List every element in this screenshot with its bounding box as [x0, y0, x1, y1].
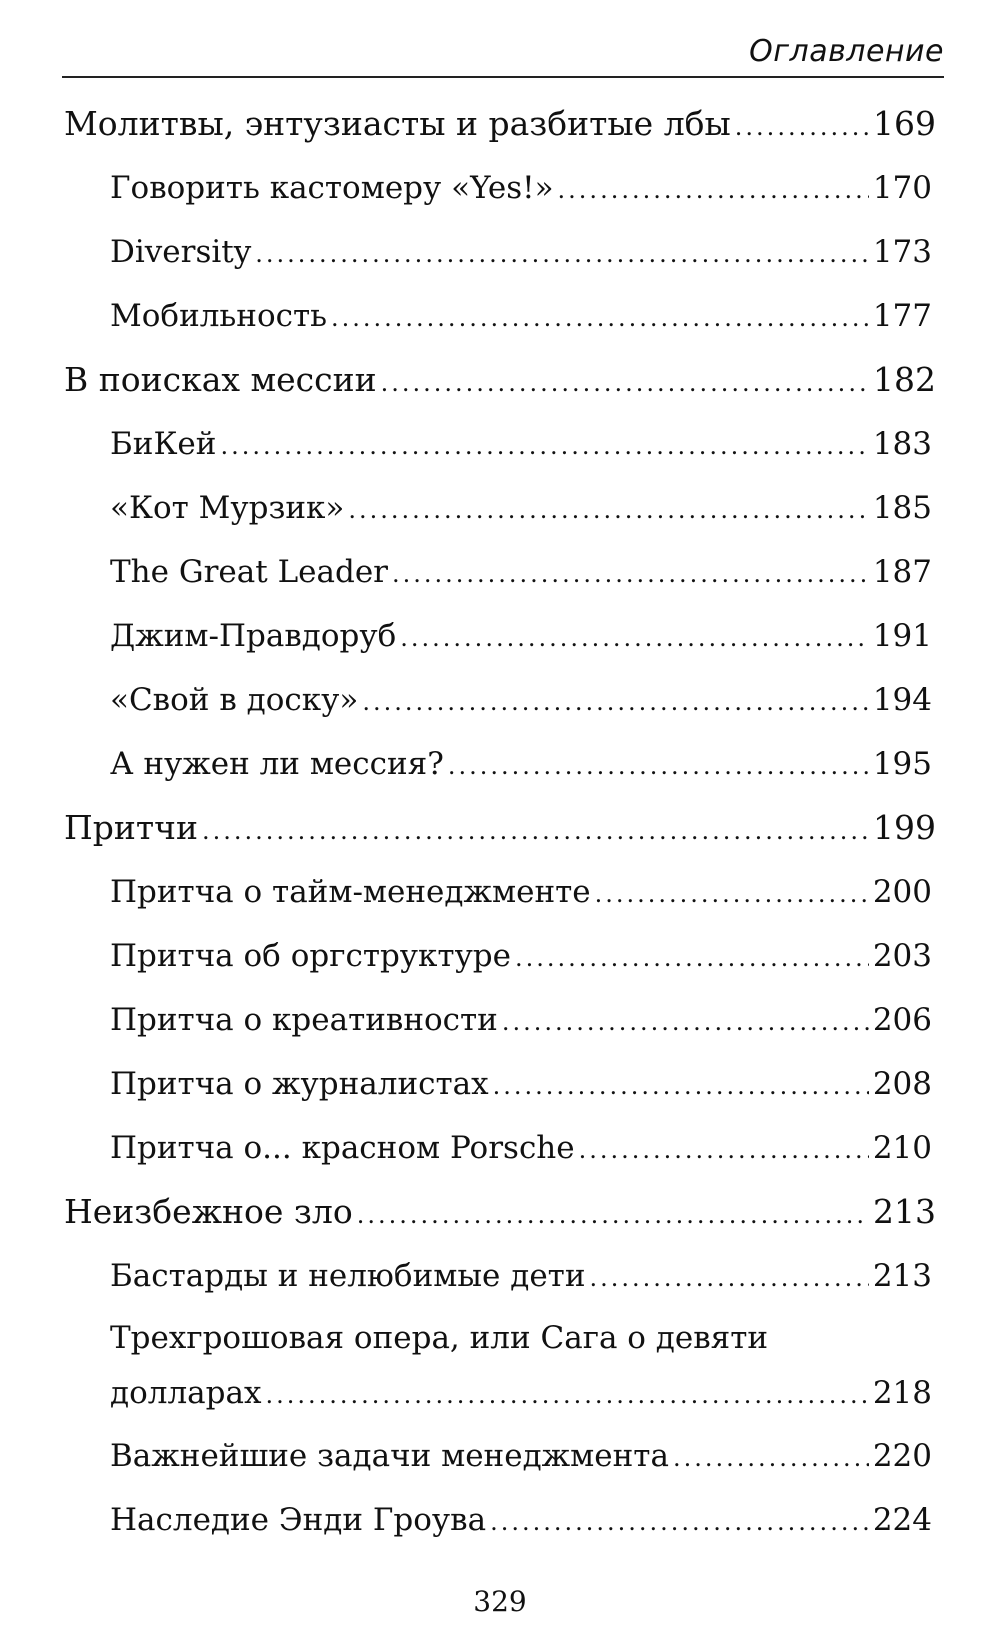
toc-entry[interactable]: [0, 92, 1000, 156]
toc-entry[interactable]: [0, 156, 1000, 220]
dot-leader: [362, 670, 869, 734]
dot-leader: [357, 1183, 869, 1247]
toc-entry[interactable]: [0, 1424, 1000, 1488]
dot-leader: [400, 606, 869, 670]
dot-leader: [493, 1054, 869, 1118]
dot-leader: [558, 158, 869, 222]
toc-entry-page: 191: [872, 618, 932, 654]
dot-leader: [502, 990, 869, 1054]
toc-entry-page: 199: [873, 808, 936, 847]
dot-leader: [595, 862, 869, 926]
toc-entry-title: Мобильность: [110, 298, 328, 334]
toc-entry-page: 182: [873, 360, 936, 399]
toc-entry-page: 185: [872, 490, 932, 526]
dot-leader: [331, 286, 869, 350]
toc-entry-page: 200: [872, 874, 932, 910]
toc-entry[interactable]: [0, 1308, 1000, 1424]
dot-leader: [265, 1369, 868, 1421]
toc-entry-title: Притчи: [64, 808, 198, 847]
dot-leader: [392, 542, 869, 606]
dot-leader: [202, 799, 869, 863]
page-number: 329: [473, 1585, 527, 1618]
toc-entry-page: 195: [872, 746, 932, 782]
toc-entry-page: 224: [872, 1502, 932, 1538]
toc-entry[interactable]: [0, 988, 1000, 1052]
toc-entry-continuation: [110, 1367, 932, 1421]
dot-leader: [579, 1118, 869, 1182]
dot-leader: [220, 414, 868, 478]
toc-entry[interactable]: [0, 604, 1000, 668]
dot-leader: [490, 1490, 869, 1554]
toc-entry-title: Трехгрошовая опера, или Сага о девяти: [110, 1320, 769, 1356]
toc-entry-title: Наследие Энди Гроува: [110, 1502, 487, 1538]
toc-entry-title: Притча о... красном Porsche: [110, 1130, 575, 1166]
toc-entry-page: 177: [872, 298, 932, 334]
toc-entry-page: 170: [872, 170, 932, 206]
header-divider: [62, 76, 944, 78]
dot-leader: [515, 926, 869, 990]
toc-entry[interactable]: [0, 348, 1000, 412]
toc-entry-page: 210: [872, 1130, 932, 1166]
toc-entry[interactable]: [0, 284, 1000, 348]
toc-entry-title: БиКей: [110, 426, 217, 462]
toc-entry-title: Притча о журналистах: [110, 1066, 489, 1102]
toc-entry[interactable]: [0, 1180, 1000, 1244]
toc-entry-title: Притча о креативности: [110, 1002, 498, 1038]
toc-entry-page: 218: [872, 1375, 932, 1411]
toc-entry-title: Бастарды и нелюбимые дети: [110, 1258, 586, 1294]
toc-entry-title: Молитвы, энтузиасты и разбитые лбы: [64, 104, 731, 143]
toc-entry-page: 194: [872, 682, 932, 718]
toc-entry[interactable]: [0, 220, 1000, 284]
toc-entry[interactable]: [0, 412, 1000, 476]
toc-entry-title: Неизбежное зло: [64, 1192, 353, 1231]
dot-leader: [255, 222, 869, 286]
toc-entry-page: 213: [873, 1192, 936, 1231]
toc-entry-title: Притча об оргструктуре: [110, 938, 512, 974]
toc-entry-title: The Great Leader: [110, 554, 388, 590]
running-header: Оглавление: [749, 34, 944, 69]
dot-leader: [448, 734, 869, 798]
toc-entry[interactable]: [0, 1052, 1000, 1116]
toc-entry-title: Diversity: [110, 234, 252, 270]
toc-entry-title: Притча о тайм-менеджменте: [110, 874, 591, 910]
toc-entry-page: 220: [872, 1438, 932, 1474]
toc-entry-title: Важнейшие задачи менеджмента: [110, 1438, 669, 1474]
toc-entry[interactable]: [0, 732, 1000, 796]
toc-entry-title: Джим-Правдоруб: [110, 618, 397, 654]
toc-entry-page: 208: [872, 1066, 932, 1102]
dot-leader: [381, 351, 869, 415]
toc-entry-title: А нужен ли мессия?: [110, 746, 444, 782]
toc-entry[interactable]: [0, 540, 1000, 604]
toc-entry-page: 213: [872, 1258, 932, 1294]
toc-entry[interactable]: [0, 668, 1000, 732]
toc-entry-title: В поисках мессии: [64, 360, 377, 399]
toc-entry[interactable]: [0, 860, 1000, 924]
toc-entry-page: 187: [872, 554, 932, 590]
toc-entry[interactable]: [0, 1488, 1000, 1552]
toc-entry-title-continued: долларах: [110, 1375, 262, 1411]
toc-entry[interactable]: [0, 924, 1000, 988]
toc-entry-title: «Свой в доску»: [110, 682, 359, 718]
toc-entry-page: 206: [872, 1002, 932, 1038]
dot-leader: [673, 1426, 869, 1490]
toc-entry[interactable]: [0, 1244, 1000, 1308]
toc-entry-page: 169: [873, 104, 936, 143]
toc-entry-page: 173: [872, 234, 932, 270]
toc-entry-page: 203: [872, 938, 932, 974]
table-of-contents: [0, 92, 1000, 1552]
toc-entry-title: Говорить кастомеру «Yes!»: [110, 170, 554, 206]
toc-entry[interactable]: [0, 1116, 1000, 1180]
dot-leader: [735, 95, 869, 159]
toc-entry-page: 183: [872, 426, 932, 462]
toc-entry-title: «Кот Мурзик»: [110, 490, 345, 526]
toc-entry[interactable]: [0, 476, 1000, 540]
dot-leader: [348, 478, 868, 542]
dot-leader: [589, 1246, 868, 1310]
toc-entry[interactable]: [0, 796, 1000, 860]
